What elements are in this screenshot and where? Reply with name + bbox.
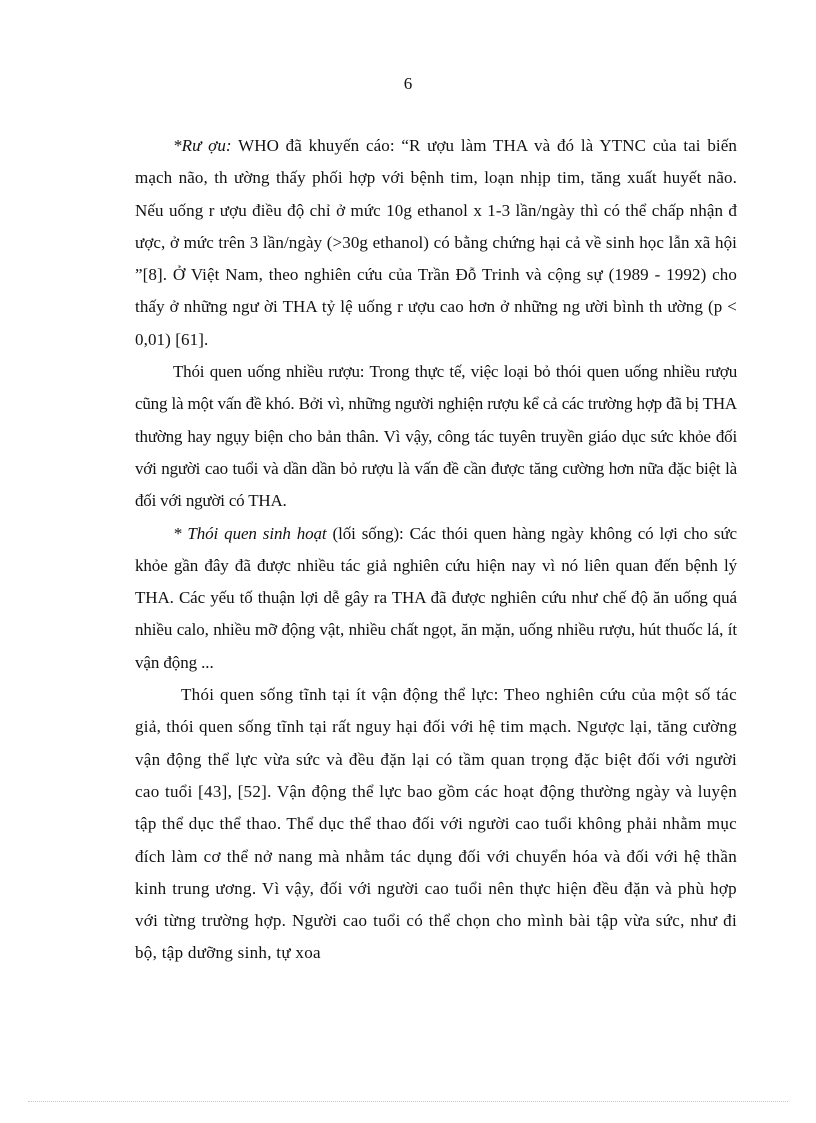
paragraph-text: WHO đã khuyến cáo: “R ượu làm THA và đó là YTNC của tai biến mạch não, th ường thấy phối hợp với bệnh tim, loạn nhịp tim, tăng xuất huyết não. Nếu uống r ượu điều độ chỉ ở mức 10g ethanol x 1-3 lần/ngày thì có thể chấp nhận đ ược, ở mức trên 3 lần/ngày (>30g ethanol) có bằng chứng hại cả về sinh học lẫn xã hội ”[8]. Ở Việt Nam, theo nghiên cứu của Trần Đỗ Trinh và cộng sự (1989 - 1992) cho thấy ở những ngư ời THA tỷ lệ uống r ượu cao hơn ở những ng ười bình th ường (p < 0,01) [61].	[135, 136, 737, 349]
paragraph-alcohol	[135, 130, 737, 356]
page-number: 6	[403, 74, 413, 93]
paragraph-lifestyle	[135, 518, 737, 679]
paragraph-sedentary	[135, 679, 737, 970]
document-body	[135, 130, 737, 970]
page-bottom-divider	[28, 1101, 788, 1102]
paragraph-heading-lifestyle: * Thói quen sinh hoạt	[173, 523, 327, 543]
paragraph-text: Thói quen sống tĩnh tại ít vận động thể lực: Theo nghiên cứu của một số tác giả, thói quen sống tĩnh tại rất nguy hại đối với hệ tim mạch. Ngược lại, tăng cường vận động thể lực vừa sức và đều đặn lại có tầm quan trọng đặc biệt đối với người cao tuổi [43], [52]. Vận động thể lực bao gồm các hoạt động thường ngày và luyện tập thể dục thể thao. Thể dục thể thao đối với người cao tuổi không phải nhằm mục đích làm cơ thể nở nang mà nhằm tác dụng đối với chuyển hóa và đối với hệ thần kinh trung ương. Vì vậy, đối với người cao tuổi nên thực hiện đều đặn và phù hợp với từng trường hợp. Người cao tuổi có thể chọn cho mình bài tập vừa sức, như đi bộ, tập dưỡng sinh, tự xoa	[135, 685, 737, 963]
paragraph-text: (lối sống): Các thói quen hàng ngày không có lợi cho sức khỏe gần đây đã được nhiều tác giả nghiên cứu hiện nay vì nó liên quan đến bệnh lý THA. Các yếu tố thuận lợi dễ gây ra THA đã được nghiên cứu như chế độ ăn uống quá nhiều calo, nhiều mỡ động vật, nhiều chất ngọt, ăn mặn, uống nhiều rượu, hút thuốc lá, ít vận động ...	[135, 523, 737, 672]
paragraph-text: Thói quen uống nhiều rượu: Trong thực tế, việc loại bỏ thói quen uống nhiều rượu cũng là một vấn đề khó. Bởi vì, những người nghiện rượu kể cả các trường hợp đã bị THA thường hay ngụy biện cho bản thân. Vì vậy, công tác tuyên truyền giáo dục sức khỏe đối với người cao tuổi và dần dần bỏ rượu là vấn đề cần được tăng cường hơn nữa đặc biệt là đối với người có THA.	[135, 362, 737, 511]
paragraph-drinking-habit	[135, 356, 737, 517]
paragraph-heading-alcohol: *Rư ợu:	[173, 136, 232, 155]
